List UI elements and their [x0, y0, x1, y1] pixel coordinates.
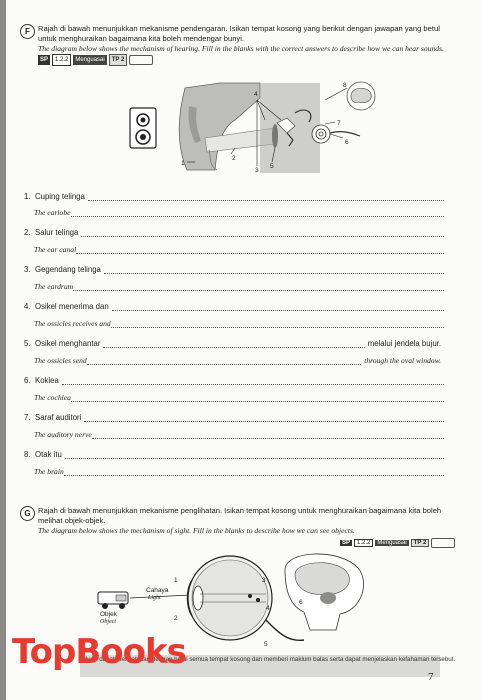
ear-label-8: 8	[343, 82, 347, 89]
cahaya-label: Cahaya	[146, 587, 169, 594]
q4-ms: Osikel menerima dan	[35, 302, 109, 311]
eye-label-5: 5	[264, 641, 268, 648]
g-sp-code: 1.2.2	[354, 539, 373, 547]
eye-label-2: 2	[174, 615, 178, 622]
q6-ms: Koklea	[35, 376, 59, 385]
eye-label-6: 6	[299, 599, 303, 606]
question-1-en	[34, 208, 444, 217]
van-icon	[98, 592, 128, 609]
question-3	[24, 265, 444, 274]
ear-label-5: 5	[270, 163, 274, 170]
ear-label-6: 6	[345, 139, 349, 146]
question-7	[24, 413, 444, 422]
question-1	[24, 192, 444, 201]
skill-badge: Menguasai	[75, 57, 105, 63]
q5-en-answer-line[interactable]	[87, 357, 361, 365]
section-f	[20, 24, 460, 74]
brain-head-inset	[285, 554, 364, 630]
question-3-en	[34, 282, 444, 291]
footer-text: Murid dapat menyatakan dengan betul semua tempat kosong dan memberi maklum balas serta dapat menjelaskan kefahaman tersebut.	[82, 656, 456, 663]
eye-label-3: 3	[262, 577, 266, 584]
object-label: Object	[100, 619, 116, 625]
question-4-en	[34, 319, 444, 328]
eye-label-4: 4	[266, 605, 270, 612]
q7-ms: Saraf auditori	[35, 413, 82, 422]
question-5-en	[34, 356, 444, 365]
question-2	[24, 228, 444, 237]
q3-answer-line[interactable]	[104, 266, 444, 274]
q8-en: The brain	[34, 467, 64, 476]
q7-en-answer-line[interactable]	[92, 431, 444, 439]
g-skill-badge: Menguasai	[377, 540, 407, 546]
tp-badge: TP 2	[109, 54, 128, 66]
q8-ms: Otak itu	[35, 450, 62, 459]
q5-en-tail: through the oval window.	[364, 356, 441, 365]
q4-answer-line[interactable]	[112, 303, 444, 311]
ear-cross-section	[179, 83, 360, 173]
g-tp-checkbox[interactable]	[431, 538, 455, 548]
q5-ms: Osikel menghantar	[35, 339, 101, 348]
ear-label-1: 1	[181, 160, 185, 167]
q5-answer-line[interactable]	[103, 340, 364, 348]
ear-label-7: 7	[337, 120, 341, 127]
ear-label-4: 4	[254, 91, 258, 98]
question-8-en	[34, 467, 444, 476]
q1-ms: Cuping telinga	[35, 192, 85, 201]
question-6	[24, 376, 444, 385]
q7-answer-line[interactable]	[84, 414, 444, 422]
q5-en: The ossicles send	[34, 356, 87, 365]
q1-num: 1.	[24, 192, 31, 201]
g-tp-badge: TP 2	[411, 539, 430, 547]
q3-ms: Gegendang telinga	[35, 265, 101, 274]
q2-en-answer-line[interactable]	[76, 246, 444, 254]
speaker-icon	[130, 108, 156, 148]
question-4	[24, 302, 444, 311]
q7-en: The auditory nerve	[34, 430, 92, 439]
q6-en: The cochlea	[34, 393, 71, 402]
q3-num: 3.	[24, 265, 31, 274]
g-sp-badge: SP	[342, 540, 351, 546]
q4-en: The ossicles receives and	[34, 319, 111, 328]
q7-num: 7.	[24, 413, 31, 422]
q6-num: 6.	[24, 376, 31, 385]
q5-ms-tail: melalui jendela bujur.	[367, 339, 441, 348]
section-f-intro-en: The diagram below shows the mechanism of hearing. Fill in the blanks with the correct answers to describe how we can hear sounds.	[38, 44, 444, 53]
q2-ms: Salur telinga	[35, 228, 79, 237]
q4-en-answer-line[interactable]	[111, 320, 444, 328]
question-2-en	[34, 245, 444, 254]
topbooks-logo: TopBooks	[12, 632, 186, 672]
q5-num: 5.	[24, 339, 31, 348]
brain-inset	[347, 82, 375, 110]
section-f-intro-ms: Rajah di bawah menunjukkan mekanisme pendengaran. Isikan tempat kosong yang berikut dengan jawapan yang betul untuk menghuraikan bagaimana kita boleh mendengar bunyi.	[38, 24, 440, 43]
objek-label: Objek	[100, 611, 117, 618]
section-f-letter: F	[20, 24, 35, 39]
q8-en-answer-line[interactable]	[64, 468, 444, 476]
section-g-tags	[340, 538, 455, 548]
q2-answer-line[interactable]	[81, 229, 444, 237]
section-g-letter: G	[20, 506, 35, 521]
q8-num: 8.	[24, 450, 31, 459]
question-5	[24, 339, 444, 348]
section-g-intro-ms: Rajah di bawah menunjukkan mekanisme penglihatan. Isikan tempat kosong untuk menghuraikan bagaimana kita boleh melihat objek-objek.	[38, 506, 442, 525]
sp-code: 1.2.2	[52, 54, 71, 66]
q1-en-answer-line[interactable]	[71, 209, 445, 217]
q2-en: The ear canal	[34, 245, 77, 254]
eye-label-1: 1	[174, 577, 178, 584]
section-g-intro	[38, 506, 456, 536]
q3-en-answer-line[interactable]	[73, 283, 444, 291]
question-8	[24, 450, 444, 459]
sp-badge: SP	[40, 57, 49, 63]
q4-num: 4.	[24, 302, 31, 311]
light-label: Light	[148, 595, 161, 601]
page-number: 7	[428, 671, 434, 683]
section-g-intro-en: The diagram below shows the mechanism of sight. Fill in the blanks to describe how we can see objects.	[38, 526, 355, 535]
tp-checkbox[interactable]	[129, 55, 153, 65]
q6-answer-line[interactable]	[62, 377, 444, 385]
ear-label-2: 2	[232, 155, 236, 162]
q1-en: The earlobe	[34, 208, 71, 217]
question-7-en	[34, 430, 444, 439]
q6-en-answer-line[interactable]	[71, 394, 444, 402]
section-f-tags	[38, 54, 153, 66]
q2-num: 2.	[24, 228, 31, 237]
ear-diagram	[125, 78, 385, 178]
q1-answer-line[interactable]	[88, 193, 444, 201]
question-6-en	[34, 393, 444, 402]
q3-en: The eardrum	[34, 282, 74, 291]
q8-answer-line[interactable]	[65, 451, 444, 459]
section-f-intro	[38, 24, 456, 66]
ear-label-3: 3	[255, 167, 259, 174]
